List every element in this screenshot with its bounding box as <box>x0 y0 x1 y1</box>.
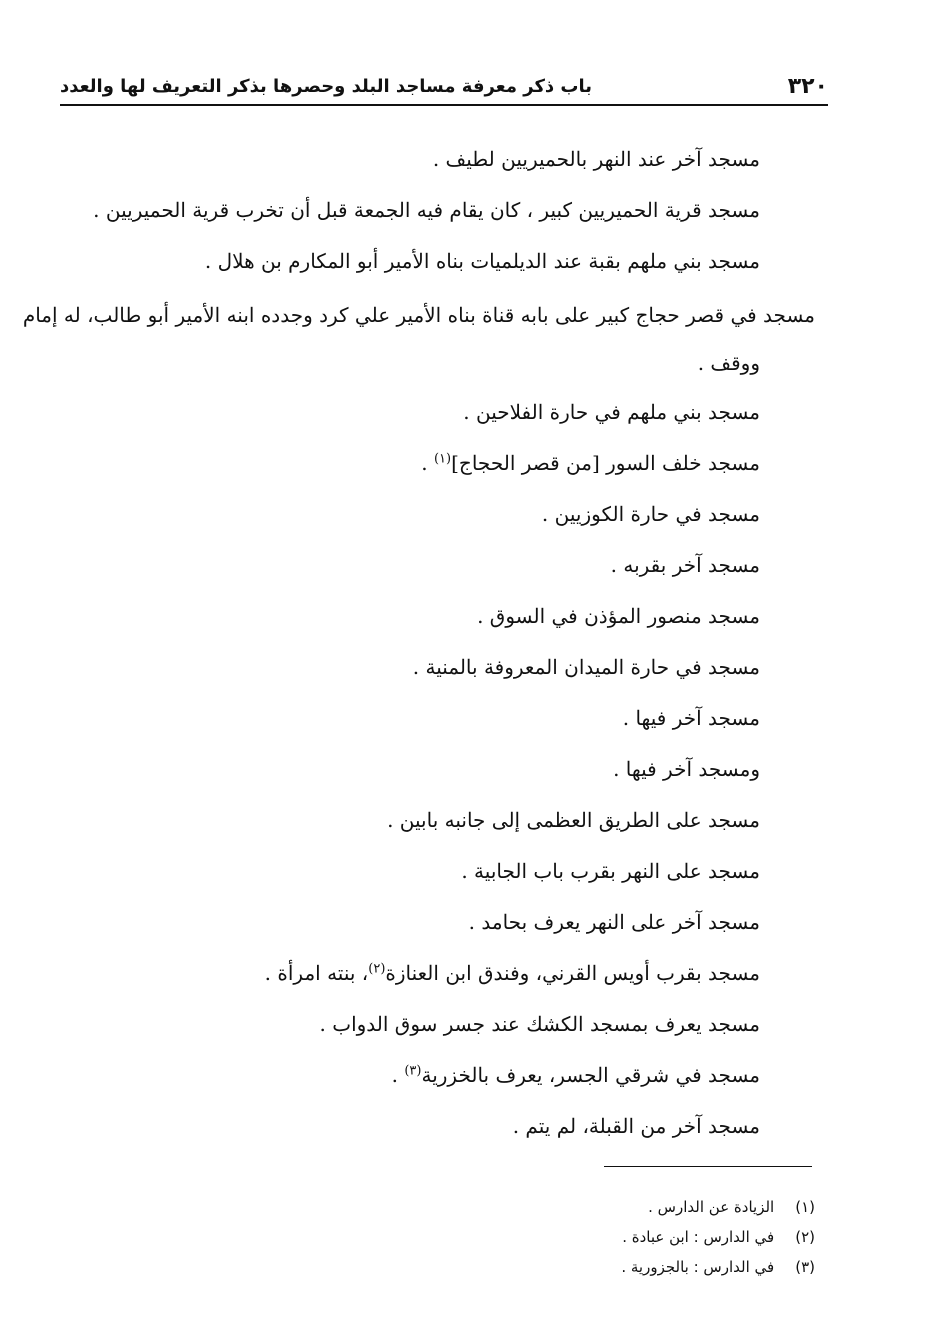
text-line: مسجد على النهر بقرب باب الجابية . <box>461 859 760 883</box>
text-line: مسجد آخر على النهر يعرف بحامد . <box>468 910 760 934</box>
footnote-text: الزيادة عن الدارس . <box>648 1198 775 1216</box>
footnote-text: في الدارس : بالجزورية . <box>621 1258 775 1276</box>
text-line: مسجد قرية الحميريين كبير ، كان يقام فيه الجمعة قبل أن تخرب قرية الحميريين . <box>93 198 760 222</box>
footnote-marker-2: (٢) <box>368 961 386 977</box>
text-line: مسجد يعرف بمسجد الكشك عند جسر سوق الدواب . <box>319 1012 760 1036</box>
text-line-main: مسجد بقرب أويس القرني، وفندق ابن العنازة <box>385 961 760 985</box>
text-line: مسجد آخر من القبلة، لم يتم . <box>512 1114 760 1138</box>
footnote <box>315 1222 815 1252</box>
footnote <box>315 1192 815 1222</box>
text-line: مسجد آخر عند النهر بالحميريين لطيف . <box>432 147 760 171</box>
text-line <box>40 1050 760 1101</box>
text-line: ومسجد آخر فيها . <box>613 757 760 781</box>
text-line: مسجد آخر فيها . <box>622 706 760 730</box>
footnote-marker-1: (١) <box>433 451 452 467</box>
footnote-number: (١) <box>795 1198 815 1216</box>
text-line: مسجد منصور المؤذن في السوق . <box>477 604 760 628</box>
text-line: مسجد في حارة الكوزيين . <box>541 502 760 526</box>
text-line-main: مسجد خلف السور [من قصر الحجاج] <box>451 451 760 475</box>
running-title: باب ذكر معرفة مساجد البلد وحصرها بذكر التعريف لها والعدد <box>60 76 593 97</box>
text-line-wrapped: مسجد في قصر حجاج كبير على بابه قناة بناه الأمير علي كرد وجدده ابنه الأمير أبو طالب، له إمام ووقف . <box>22 303 815 375</box>
text-line: مسجد آخر بقربه . <box>610 553 760 577</box>
text-line-suffix: . <box>391 1063 405 1087</box>
footnote-number: (٢) <box>795 1228 815 1246</box>
text-line: مسجد في حارة الميدان المعروفة بالمنية . <box>412 655 760 679</box>
footnote-separator <box>604 1166 812 1167</box>
text-line: مسجد على الطريق العظمى إلى جانبه بابين . <box>387 808 760 832</box>
text-line: مسجد بني ملهم في حارة الفلاحين . <box>463 400 760 424</box>
main-text <box>22 134 815 1152</box>
footnote <box>315 1252 815 1282</box>
text-line-suffix: ، بنته امرأة . <box>264 961 369 985</box>
text-line <box>40 948 760 999</box>
footnote-marker-3: (٣) <box>404 1063 422 1079</box>
text-line <box>40 438 760 489</box>
text-line: مسجد بني ملهم بقبة عند الديلميات بناه الأمير أبو المكارم بن هلال . <box>204 249 760 273</box>
text-line-suffix: . <box>421 451 434 475</box>
text-line-main: مسجد في شرقي الجسر، يعرف بالخزرية <box>421 1063 760 1087</box>
footnotes <box>315 1192 815 1282</box>
footnote-number: (٣) <box>795 1258 815 1276</box>
page-number: ٣٢٠ <box>787 74 828 99</box>
header-rule <box>60 104 828 106</box>
footnote-text: في الدارس : ابن عبادة . <box>622 1228 775 1246</box>
